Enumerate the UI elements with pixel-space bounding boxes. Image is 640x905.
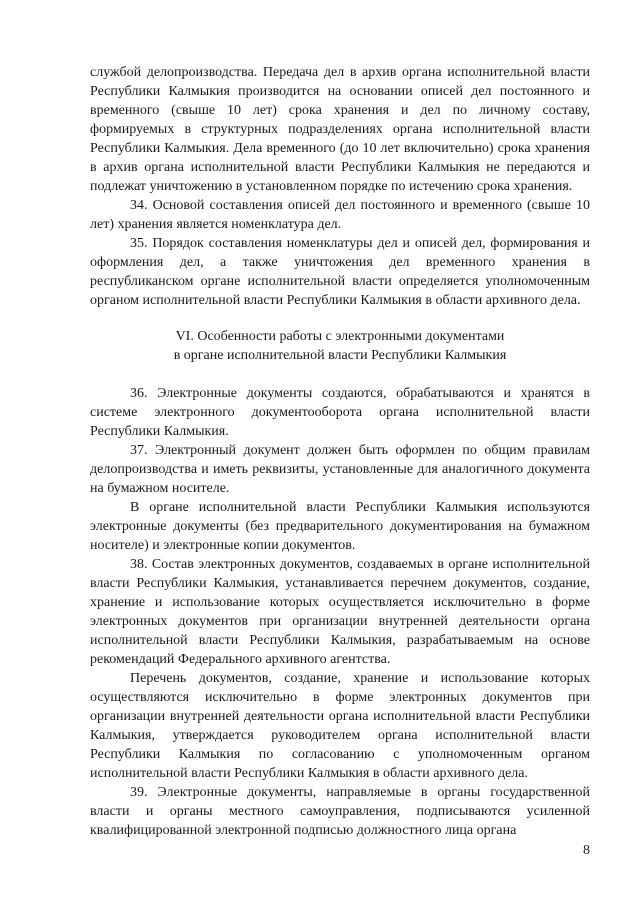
paragraph-37: 37. Электронный документ должен быть оформлен по общим правилам делопроизводства и иметь реквизиты, установленные для аналогичного документа на бумажном носителе. [90,443,590,496]
section-heading [90,327,590,365]
section-heading-line-2: в органе исполнительной власти Республики Калмыкия [173,348,507,363]
paragraph-continuation: службой делопроизводства. Передача дел в архив органа исполнительной власти Республики Калмыкия производится на основании описей дел постоянного и временного (свыше 10 лет) срока хранения и дел по личному составу, формируемых в структурных подразделениях органа исполнительной власти Республики Калмыкия. Дела временного (до 10 лет включительно) срока хранения в архив органа исполнительной власти Республики Калмыкия не передаются и подлежат уничтожению в установленном порядке по истечению срока хранения. [90,65,590,194]
document-page [90,63,590,840]
paragraph-34: 34. Основой составления описей дел постоянного и временного (свыше 10 лет) хранения является номенклатура дел. [90,198,590,232]
paragraph-39: 39. Электронные документы, направляемые в органы государственной власти и органы местного самоуправления, подписываются усиленной квалифицированной электронной подписью должностного лица органа [90,785,590,838]
paragraph-36: 36. Электронные документы создаются, обрабатываются и хранятся в системе электронного документооборота органа исполнительной власти Республики Калмыкия. [90,386,590,439]
page-number: 8 [583,843,590,858]
paragraph-37-continued: В органе исполнительной власти Республики Калмыкия используются электронные документы (без предварительного документирования на бумажном носителе) и электронные копии документов. [90,500,590,553]
section-heading-line-1: VI. Особенности работы с электронными документами [175,329,505,344]
paragraph-35: 35. Порядок составления номенклатуры дел и описей дел, формирования и оформления дел, а также уничтожения дел временного хранения в республиканском органе исполнительной власти определяется уполномоченным органом исполнительной власти Республики Калмыкия в области архивного дела. [90,236,590,308]
paragraph-38-continued: Перечень документов, создание, хранение и использование которых осуществляются исключительно в форме электронных документов при организации внутренней деятельности органа исполнительной власти Республики Калмыкия, утверждается руководителем органа исполнительной власти Республики Калмыкия по согласованию с уполномоченным органом исполнительной власти Республики Калмыкия в области архивного дела. [90,671,590,781]
paragraph-38: 38. Состав электронных документов, создаваемых в органе исполнительной власти Республики Калмыкия, устанавливается перечнем документов, создание, хранение и использование которых осуществляется исключительно в форме электронных документов при организации внутренней деятельности органа исполнительной власти Республики Калмыкия, разрабатываемым на основе рекомендаций Федерального архивного агентства. [90,557,590,667]
